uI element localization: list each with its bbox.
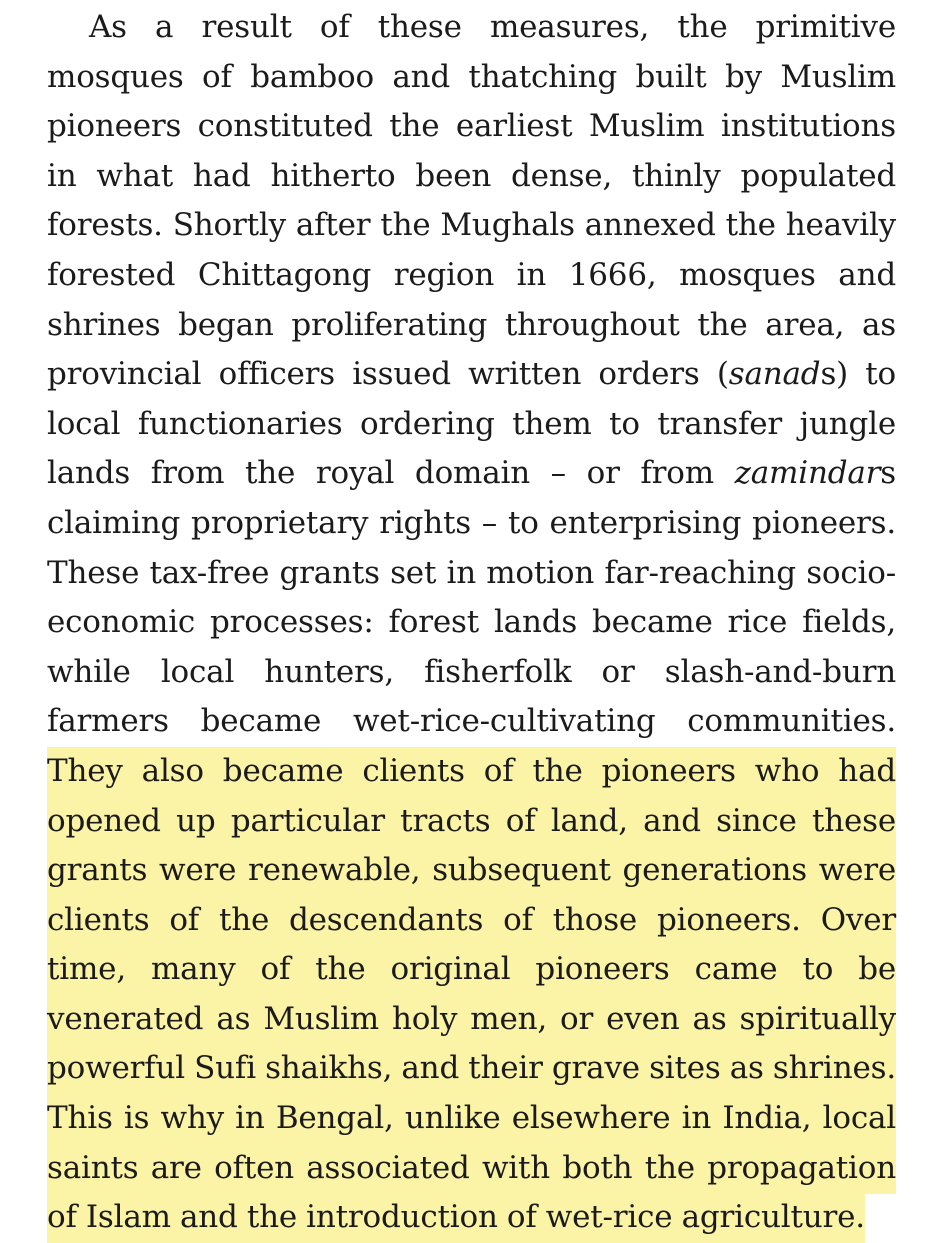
highlighted-passage: They also became clients of the pioneers who had opened up particular tracts of land, and since these grants were renewable, subsequent generations were clients of the descendants of those pioneers. Over time, many of the original pioneers came to be venerated as Muslim holy men, or even as spiritually powerful Sufi shaikhs, and their grave sites as shrines. This is why in Bengal, unlike elsewhere in India, local saints are often associated with both the propagation of Islam and the introduction of wet-rice agriculture. (47, 747, 896, 1243)
book-page (47, 0, 897, 1236)
italic-term-zamindar: zamindar (734, 455, 881, 492)
body-paragraph (47, 0, 896, 1243)
paragraph-text-part-1: As a result of these measures, the primitive mosques of bamboo and thatching built by Muslim pioneers constituted the earliest Muslim institutions in what had hitherto been dense, thinly populated forests. Shortly after the Mughals annexed the heavily forested Chittagong region in 1666, mosques and shrines began proliferating throughout the area, as provincial officers issued written orders ( (47, 9, 896, 393)
paragraph-text-part-3: s claiming proprietary rights – to enterprising pioneers. These tax-free grants set in motion far-reaching socio-economic processes: forest lands became rice fields, while local hunters, fisherfolk or slash-and-burn farmers became wet-rice-cultivating communities. (47, 455, 896, 740)
italic-term-sanad: sanad (728, 356, 821, 393)
paragraph-text-part-2: s) to local functionaries ordering them to transfer jungle lands from the royal domain – or from (47, 356, 897, 492)
